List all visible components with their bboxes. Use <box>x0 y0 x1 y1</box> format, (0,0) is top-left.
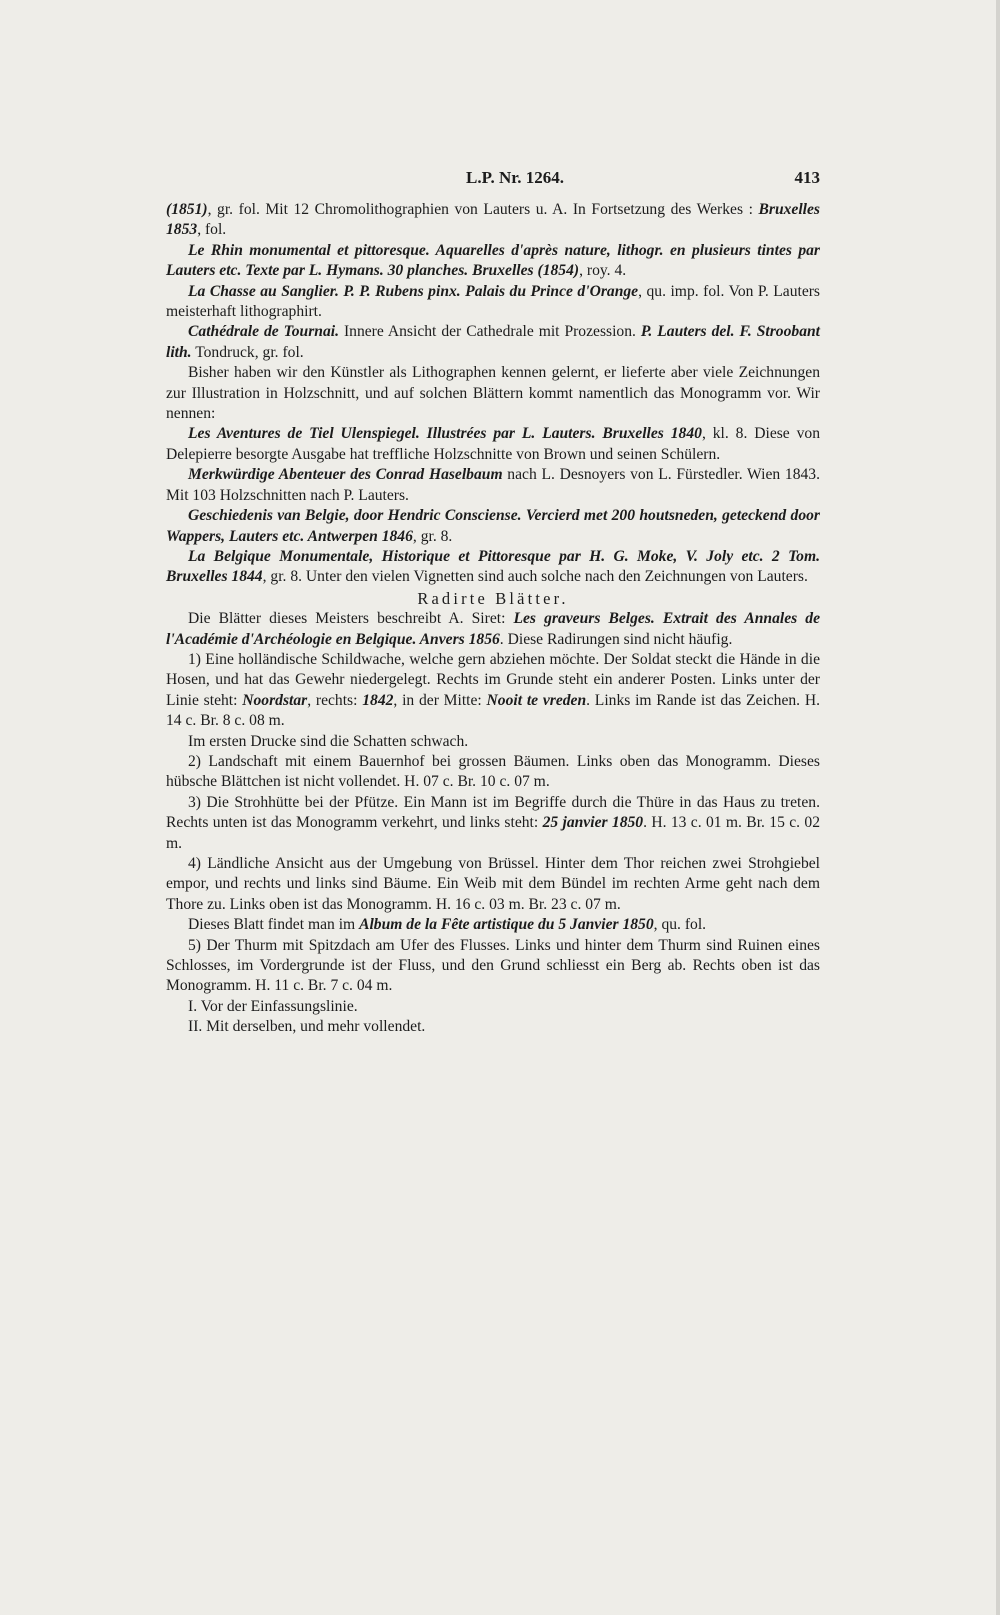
paragraph-p6 <box>166 424 820 465</box>
paragraph-q4 <box>166 752 820 793</box>
text-run: , fol. <box>197 221 227 239</box>
page-number: 413 <box>794 168 820 187</box>
paragraph-q1 <box>166 609 820 650</box>
section-heading: Radirte Blätter. <box>417 588 569 608</box>
text-run: , qu. imp. fol. Von P. Lauters meisterhaft lithographirt. <box>166 282 821 321</box>
running-title: L.P. Nr. 1264. <box>466 168 564 187</box>
italic-text: Merkwürdige Abenteuer des Conrad Haselbaum <box>188 466 503 484</box>
paragraph-p8 <box>166 506 820 547</box>
italic-text: Nooit te vreden <box>486 691 587 709</box>
running-header <box>166 166 820 200</box>
paragraph-q2 <box>166 650 820 732</box>
text-run: Innere Ansicht der Cathedrale mit Prozession. <box>339 323 641 341</box>
text-run: . H. 13 c. 01 m. Br. 15 c. 02 m. <box>166 814 820 852</box>
text-run: , in der Mitte: <box>393 691 487 709</box>
italic-text: Bruxelles 1853 <box>166 201 820 239</box>
paragraph-p3 <box>166 282 820 323</box>
italic-text: (1851) <box>166 201 208 218</box>
text-run: 5) Der Thurm mit Spitzdach am Ufer des Flusses. Links und hinter dem Thurm sind Ruinen eines Schlosses, im Vordergrunde ist der Fluss, und den Grund schliesst ein Berg ab. Rechts oben ist das Monogramm. H. 11 c. Br. 7 c. 04 m. <box>166 936 820 995</box>
paragraph-p4 <box>166 322 820 363</box>
state-line-2: II. Mit derselben, und mehr vollendet. <box>188 1018 426 1036</box>
text-run: 1) Eine holländische Schildwache, welche gern abziehen möchte. Der Soldat steckt die Hände in die Hosen, und hat das Gewehr niedergelegt. Rechts im Grunde steht ein anderer Posten. Links unter der Linie steht: <box>166 650 820 709</box>
italic-text: Les graveurs Belges. Extrait des Annales de l'Académie d'Archéologie en Belgique. Anvers 1856 <box>166 610 820 648</box>
state-line-1: I. Vor der Einfassungslinie. <box>188 997 358 1015</box>
text-run: , gr. 8. <box>412 527 453 545</box>
italic-text: Les Aventures de Tiel Ulenspiegel. Illustrées par L. Lauters. Bruxelles 1840 <box>188 425 702 443</box>
paragraph-q7 <box>166 915 820 935</box>
text-column <box>166 166 820 1038</box>
text-run: Die Blätter dieses Meisters beschreibt A. Siret: <box>188 610 514 628</box>
italic-text: Album de la Fête artistique du 5 Janvier 1850 <box>359 916 654 934</box>
text-run: 2) Landschaft mit einem Bauernhof bei grossen Bäumen. Links oben das Monogramm. Dieses hübsche Blättchen ist nicht vollendet. H. 07 c. Br. 10 c. 07 m. <box>166 752 820 791</box>
italic-text: Cathédrale de Tournai. <box>188 323 339 341</box>
italic-text: 1842 <box>362 691 394 709</box>
paragraph-q8 <box>166 936 820 997</box>
italic-text: Le Rhin monumental et pittoresque. Aquarelles d'après nature, lithogr. en plusieurs tintes par Lauters etc. Texte par L. Hymans. 30 planches. Bruxelles (1854) <box>166 241 820 280</box>
italic-text: Noordstar <box>242 691 308 709</box>
text-run: Dieses Blatt findet man im <box>188 916 360 934</box>
text-run: . Links im Rande ist das Zeichen. H. 14 c. Br. 8 c. 08 m. <box>166 691 820 730</box>
text-run: , gr. fol. Mit 12 Chromolithographien von Lauters u. A. In Fortsetzung des Werkes : <box>207 201 759 218</box>
italic-text: La Belgique Monumentale, Historique et Pittoresque par H. G. Moke, V. Joly etc. 2 Tom. Bruxelles 1844 <box>166 547 820 586</box>
text-run: , rechts: <box>307 691 363 709</box>
text-run: 4) Ländliche Ansicht aus der Umgebung von Brüssel. Hinter dem Thor reichen zwei Strohgiebel empor, und rechts und links sind Bäume. Ein Weib mit dem Bündel im rechten Arme geht nach dem Thore zu. Links oben ist das Monogramm. H. 16 c. 03 m. Br. 23 c. 07 m. <box>166 855 820 913</box>
text-run: , qu. fol. <box>653 916 707 934</box>
paragraph-p5 <box>166 363 820 424</box>
text-run: Im ersten Drucke sind die Schatten schwach. <box>188 732 469 750</box>
text-run: Bisher haben wir den Künstler als Lithographen kennen gelernt, er lieferte aber viele Zeichnungen zur Illustration in Holzschnitt, und auf solchen Blättern kommt namentlich das Monogramm vor. Wir nennen: <box>166 364 820 423</box>
paragraph-q5 <box>166 793 820 854</box>
paragraph-p9 <box>166 547 820 588</box>
paragraph-q3 <box>166 732 820 752</box>
text-run: , kl. 8. Diese von Delepierre besorgte Ausgabe hat treffliche Holzschnitte von Brown und seinen Schülern. <box>166 425 820 463</box>
italic-text: Geschiedenis van Belgie, door Hendric Consciense. Vercierd met 200 houtsneden, geteckend door Wappers, Lauters etc. Antwerpen 1846 <box>166 507 820 545</box>
text-run: Tondruck, gr. fol. <box>191 343 304 361</box>
catalogue-entries <box>166 200 820 588</box>
italic-text: P. Lauters del. F. Stroobant lith. <box>166 323 820 361</box>
paragraph-p2 <box>166 241 820 282</box>
text-run: 3) Die Strohhütte bei der Pfütze. Ein Mann ist im Begriffe durch die Thüre in das Haus zu treten. Rechts unten ist das Monogramm verkehrt, und links steht: <box>166 793 820 832</box>
italic-text: 25 janvier 1850 <box>542 814 644 832</box>
text-run: , gr. 8. Unter den vielen Vignetten sind auch solche nach den Zeichnungen von Lauters. <box>262 568 808 586</box>
paragraph-q6 <box>166 854 820 915</box>
paragraph-p7 <box>166 465 820 506</box>
text-run: , roy. 4. <box>579 262 627 280</box>
etchings-list <box>166 609 820 997</box>
state-lines <box>166 997 820 1038</box>
text-run: nach L. Desnoyers von L. Fürstedler. Wien 1843. Mit 103 Holzschnitten nach P. Lauters. <box>166 466 821 504</box>
italic-text: La Chasse au Sanglier. P. P. Rubens pinx. Palais du Prince d'Orange <box>188 282 639 300</box>
paragraph-p1 <box>166 200 820 241</box>
text-run: . Diese Radirungen sind nicht häufig. <box>499 630 733 648</box>
